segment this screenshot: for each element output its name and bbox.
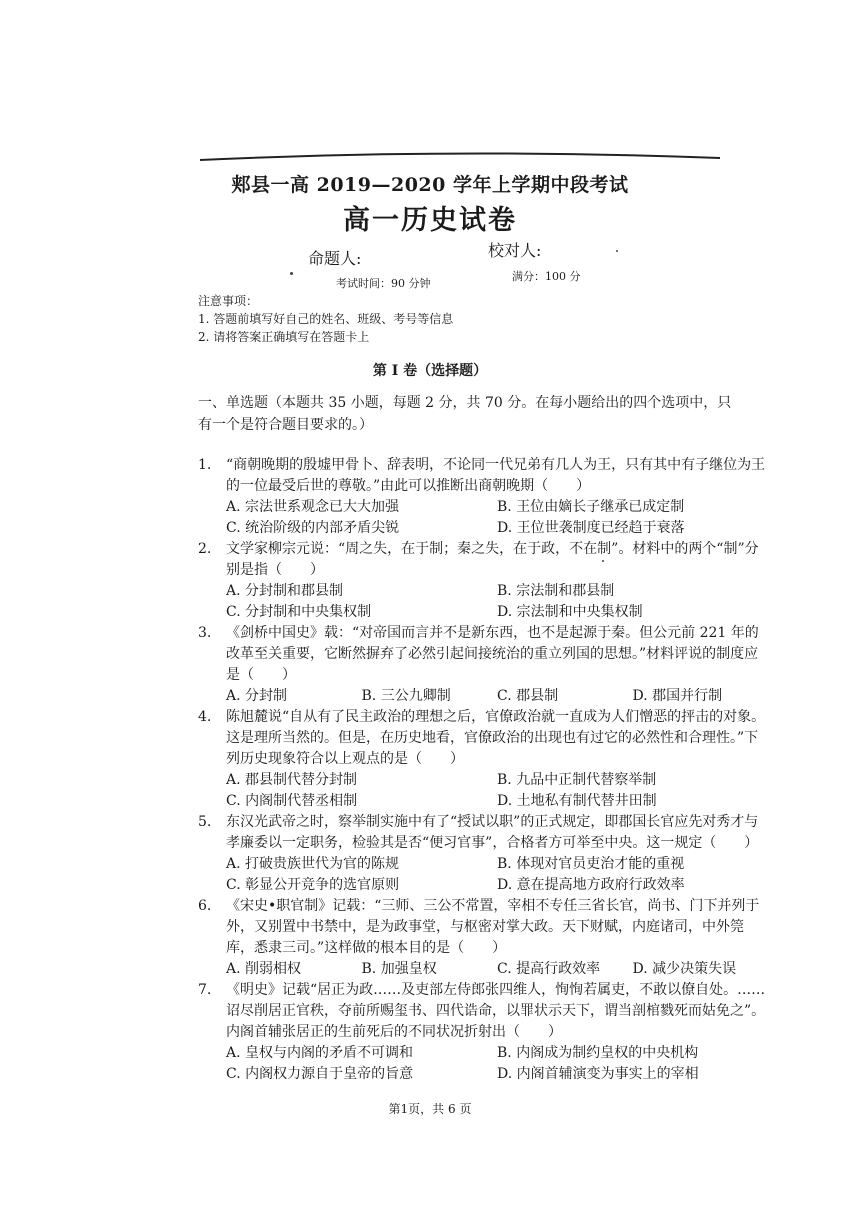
option-a: A. 打破贵族世代为官的陈规 bbox=[226, 856, 400, 872]
notes-item: 1. 答题前填写好自己的姓名、班级、考号等信息 bbox=[198, 312, 454, 326]
scan-speck bbox=[602, 560, 604, 562]
option-c: C. 郡县制 bbox=[497, 688, 559, 704]
question-stem: 《剑桥中国史》载：“对帝国而言并不是新东西，也不是起源于秦。但公元前 221 年的改革至关重要，它断然摒弃了必然引起间接统治的重立列国的思想。”材料评说的制度应是（ ） bbox=[226, 625, 759, 683]
option-a: A. 削弱相权 bbox=[226, 961, 302, 977]
question-options bbox=[226, 686, 768, 707]
option-c: C. 内阁制代替丞相制 bbox=[226, 793, 358, 809]
option-c: C. 彰显公开竞争的选官原则 bbox=[226, 877, 400, 893]
question-options bbox=[226, 770, 768, 812]
section-instruction: 一、单选题（本题共 35 小题，每题 2 分，共 70 分。在每小题给出的四个选项中，只有一个是符合题目要求的。） bbox=[198, 395, 732, 433]
option-d: D. 土地私有制代替井田制 bbox=[497, 793, 657, 809]
option-d: D. 王位世袭制度已经趋于衰落 bbox=[497, 520, 685, 536]
option-b: B. 宗法制和郡县制 bbox=[497, 583, 615, 599]
question-number: 6. bbox=[198, 898, 212, 914]
full-score: 满分：100 分 bbox=[512, 270, 581, 283]
notes-item: 2. 请将答案正确填写在答题卡上 bbox=[198, 330, 370, 344]
question-options bbox=[226, 1043, 768, 1085]
option-c: C. 分封制和中央集权制 bbox=[226, 604, 372, 620]
page-footer: 第1页，共 6 页 bbox=[388, 1102, 472, 1116]
option-b: B. 王位由嫡长子继承已成定制 bbox=[497, 499, 685, 515]
question-5 bbox=[198, 812, 768, 896]
setter-label: 命题人: bbox=[308, 249, 362, 268]
option-a: A. 宗法世系观念已大大加强 bbox=[226, 499, 400, 515]
school-title: 郏县一高 2019—2020 学年上学期中段考试 bbox=[231, 174, 629, 196]
option-d: D. 宗法制和中央集权制 bbox=[497, 604, 643, 620]
option-a: A. 郡县制代替分封制 bbox=[226, 772, 358, 788]
question-4 bbox=[198, 707, 768, 812]
scan-speck bbox=[616, 250, 618, 252]
question-options bbox=[226, 497, 768, 539]
notes-title: 注意事项： bbox=[198, 294, 259, 308]
question-3 bbox=[198, 623, 768, 707]
option-a: A. 分封制和郡县制 bbox=[226, 583, 344, 599]
subject-title: 高一历史试卷 bbox=[343, 205, 517, 236]
question-options bbox=[226, 959, 768, 980]
checker-label: 校对人: bbox=[488, 241, 542, 260]
option-d: D. 内阁首辅演变为事实上的宰相 bbox=[497, 1066, 699, 1082]
question-stem: 《明史》记载“居正为政……及吏部左侍郎张四维人，恂恂若属吏，不敢以僚自处。……诏尽削居正官秩，夺前所赐玺书、四代诰命，以罪状示天下，谓当剖棺戮死而姑免之”。内阁首辅张居正的生前死后的不同状况折射出（ ） bbox=[226, 982, 766, 1040]
option-b: B. 加强皇权 bbox=[361, 961, 437, 977]
question-number: 1. bbox=[198, 457, 212, 473]
notes-block bbox=[198, 292, 453, 346]
option-c: C. 提高行政效率 bbox=[497, 961, 601, 977]
question-options bbox=[226, 581, 768, 623]
question-stem: “商朝晚期的殷墟甲骨卜、辞表明，不论同一代兄弟有几人为王，只有其中有子继位为王的一位最受后世的尊敬。”由此可以推断出商朝晚期（ ） bbox=[226, 457, 766, 494]
question-stem: 陈旭麓说“自从有了民主政治的理想之后，官僚政治就一直成为人们憎恶的抨击的对象。这是理所当然的。但是，在历史地看，官僚政治的出现也有过它的必然性和合理性。”下列历史现象符合以上观点的是（ ） bbox=[226, 709, 766, 767]
question-list bbox=[198, 455, 768, 1085]
option-a: A. 分封制 bbox=[226, 688, 288, 704]
question-number: 3. bbox=[198, 625, 212, 641]
option-c: C. 内阁权力源自于皇帝的旨意 bbox=[226, 1066, 414, 1082]
option-b: B. 三公九卿制 bbox=[361, 688, 451, 704]
question-stem: 东汉光武帝之时，察举制实施中有了“授试以职”的正式规定，即郡国长官应先对秀才与孝廉委以一定职务，检验其是否“便习官事”，合格者方可举至中央。这一规定（ ） bbox=[226, 814, 759, 851]
scan-speck bbox=[290, 272, 293, 275]
question-options bbox=[226, 854, 768, 896]
option-d: D. 郡国并行制 bbox=[632, 688, 723, 704]
question-1 bbox=[198, 455, 768, 539]
section-title: 第 I 卷（选择题） bbox=[372, 363, 488, 379]
question-2 bbox=[198, 539, 768, 623]
header-divider-line bbox=[200, 150, 720, 164]
option-b: B. 体现对官员吏治才能的重视 bbox=[497, 856, 685, 872]
option-b: B. 九品中正制代替察举制 bbox=[497, 772, 657, 788]
question-number: 4. bbox=[198, 709, 212, 725]
question-stem: 文学家柳宗元说：“周之失，在于制；秦之失，在于政，不在制”。材料中的两个“制”分别是指（ ） bbox=[226, 541, 759, 578]
question-number: 5. bbox=[198, 814, 212, 830]
question-number: 2. bbox=[198, 541, 212, 557]
question-6 bbox=[198, 896, 768, 980]
option-d: D. 意在提高地方政府行政效率 bbox=[497, 877, 685, 893]
option-c: C. 统治阶级的内部矛盾尖锐 bbox=[226, 520, 400, 536]
option-d: D. 减少决策失误 bbox=[632, 961, 737, 977]
question-number: 7. bbox=[198, 982, 212, 998]
option-b: B. 内阁成为制约皇权的中央机构 bbox=[497, 1045, 699, 1061]
exam-time: 考试时间：90 分钟 bbox=[336, 277, 431, 290]
question-stem: 《宋史•职官制》记载：“三师、三公不常置，宰相不专任三省长官，尚书、门下并列于外，又别置中书禁中，是为政事堂，与枢密对掌大政。天下财赋，内庭诸司，中外筦库，悉隶三司。”这样做的根本目的是（ ） bbox=[226, 898, 760, 956]
question-7 bbox=[198, 980, 768, 1085]
option-a: A. 皇权与内阁的矛盾不可调和 bbox=[226, 1045, 414, 1061]
